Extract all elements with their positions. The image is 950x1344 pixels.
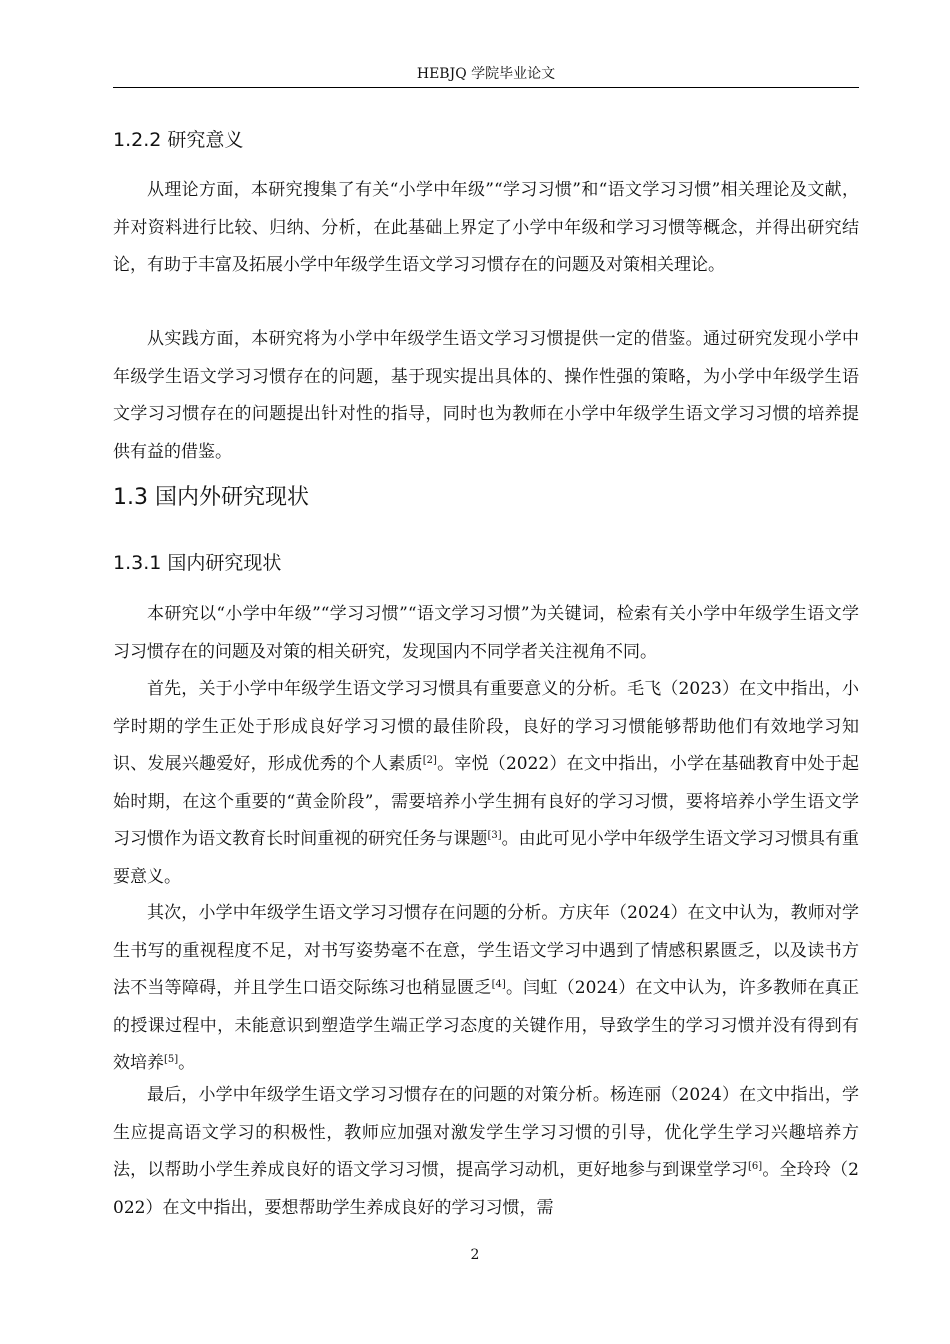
citation: [5] — [164, 1054, 179, 1065]
section-heading-1-2-2: 1.2.2 研究意义 — [113, 129, 244, 151]
header-rule — [113, 87, 859, 88]
paragraph-practice: 从实践方面，本研究将为小学中年级学生语文学习习惯提供一定的借鉴。通过研究发现小学中年级学生语文学习习惯存在的问题，基于现实提出具体的、操作性强的策略，为小学中年级学生语文学习习惯存在的问题提出针对性的指导，同时也为教师在小学中年级学生语文学习习惯的培养提供有益的借鉴。 — [113, 329, 859, 462]
paragraph-problems — [113, 895, 859, 1083]
paragraph-countermeasures — [113, 1077, 859, 1227]
section-heading-1-3: 1.3 国内外研究现状 — [113, 485, 309, 510]
page-number: 2 — [470, 1247, 480, 1263]
text-run: 。由此可见小学中年级学生语文学习习惯具有重要意义。 — [113, 829, 860, 887]
text-run: 最后，小学中年级学生语文学习习惯存在的问题的对策分析。杨连丽（2024）在文中指出，学生应提高语文学习的积极性，教师应加强对激发学生学习习惯的引导，优化学生学习兴趣培养方法，以帮助小学生养成良好的语文学习习惯，提高学习动机，更好地参与到课堂学习 — [113, 1085, 859, 1180]
text-run: 。全玲玲（2022）在文中指出，要想帮助学生养成良好的学习习惯，需 — [113, 1160, 859, 1218]
text-run: 。宰悦（2022）在文中指出，小学在基础教育中处于起始时期，在这个重要的“黄金阶段”，需要培养小学生拥有良好的学习习惯，要将培养小学生语文学习习惯作为语文教育长时间重视的研究任务与课题 — [113, 754, 860, 849]
text-run: 。 — [178, 1053, 196, 1073]
running-header: HEBJQ 学院毕业论文 — [416, 66, 556, 82]
citation: [3] — [487, 830, 502, 841]
text-run: 其次，小学中年级学生语文学习习惯存在问题的分析。方庆年（2024）在文中认为，教师对学生书写的重视程度不足，对书写姿势毫不在意，学生语文学习中遇到了情感积累匮乏，以及读书方法不当等障碍，并且学生口语交际练习也稍显匮乏 — [113, 903, 859, 998]
citation: [4] — [491, 979, 506, 990]
section-heading-1-3-1: 1.3.1 国内研究现状 — [113, 552, 282, 574]
paragraph-keywords: 本研究以“小学中年级”“学习习惯”“语文学习习惯”为关键词，检索有关小学中年级学生语文学习习惯存在的问题及对策的相关研究，发现国内不同学者关注视角不同。 — [113, 604, 859, 662]
text-run: 首先，关于小学中年级学生语文学习习惯具有重要意义的分析。毛飞（2023）在文中指出，小学时期的学生正处于形成良好学习习惯的最佳阶段，良好的学习习惯能够帮助他们有效地学习知识、发展兴趣爱好，形成优秀的个人素质 — [113, 679, 859, 774]
text-run: 。闫虹（2024）在文中认为，许多教师在真正的授课过程中，未能意识到塑造学生端正学习态度的关键作用，导致学生的学习习惯并没有得到有效培养 — [113, 978, 859, 1073]
paragraph-importance — [113, 671, 859, 896]
paragraph-theory: 从理论方面，本研究搜集了有关“小学中年级”“学习习惯”和“语文学习习惯”相关理论及文献，并对资料进行比较、归纳、分析，在此基础上界定了小学中年级和学习习惯等概念，并得出研究结论，有助于丰富及拓展小学中年级学生语文学习习惯存在的问题及对策相关理论。 — [113, 180, 859, 275]
citation: [2] — [422, 755, 437, 766]
citation: [6] — [748, 1161, 763, 1172]
